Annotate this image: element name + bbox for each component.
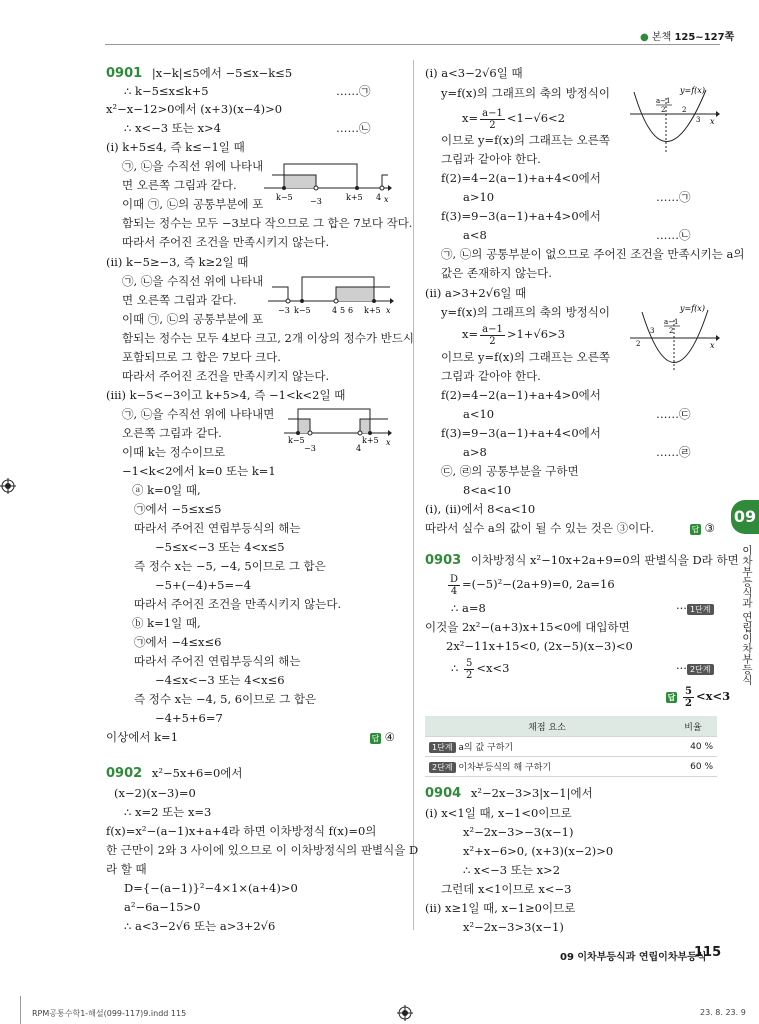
fig-label: k+5	[362, 436, 379, 445]
text-line: 이상에서 k=1	[106, 730, 179, 744]
text-line: ∴ a=8	[451, 601, 486, 615]
text-line: ㉠, ㉡을 수직선 위에 나타내	[122, 159, 264, 173]
svg-text:2: 2	[661, 106, 666, 114]
text-line: 즉 정수 x는 −5, −4, 5이므로 그 합은	[134, 559, 326, 573]
text-line: 라 할 때	[106, 862, 147, 876]
fraction: $\frac{5}{2}$	[465, 657, 473, 681]
text-line: a<10	[463, 407, 495, 421]
text-line: x²−2x−3>3(x−1)	[463, 920, 564, 934]
svg-text:y=f(x): y=f(x)	[680, 86, 705, 95]
table-cell: 60 %	[669, 757, 717, 777]
chapter-tab-title: 이차부등식과 연립이차부등식	[741, 545, 753, 685]
text-line: ∴ x<−3 또는 x>4	[124, 121, 222, 135]
text-line: ㉠에서 −4≤x≤6	[134, 635, 222, 649]
text-line: −5+(−4)+5=−4	[155, 578, 252, 592]
problem-0901-header	[106, 66, 292, 81]
fraction: $\frac{D}{4}$	[450, 573, 459, 597]
text-line: a<8	[463, 228, 487, 242]
svg-text:a−1: a−1	[664, 318, 679, 326]
text-line: 8<a<10	[463, 483, 512, 497]
fig-axis-x: x	[386, 438, 391, 447]
text-line: (x−2)(x−3)=0	[114, 786, 196, 800]
book-label: 본책	[651, 32, 672, 43]
tag: ……㉣	[656, 445, 691, 459]
svg-text:a−1: a−1	[656, 97, 671, 105]
solution-line: ∴ $\frac{5}{2}$ <x<3	[451, 657, 510, 681]
text-line: 한 근만이 2와 3 사이에 있으므로 이 이차방정식의 판별식을 D	[106, 843, 419, 857]
text-line: 면 오른쪽 그림과 같다.	[122, 293, 237, 307]
text-line: 함되는 정수는 모두 −3보다 작으므로 그 합은 7보다 작다.	[122, 216, 413, 230]
text-line: x²+x−6>0, (x+3)(x−2)>0	[463, 844, 614, 858]
answer-0901	[370, 730, 395, 744]
answer-value: <x<3	[695, 689, 731, 703]
text-line: 따라서 주어진 연립부등식의 해는	[134, 521, 301, 535]
header-book-ref	[640, 28, 734, 43]
tag: ……㉠	[656, 190, 691, 204]
answer-value: ④	[384, 730, 395, 744]
table-cell: 40 %	[669, 737, 717, 757]
text-line: 그림과 같아야 한다.	[441, 152, 541, 166]
fig-label: k+5	[364, 306, 381, 315]
fraction: $\frac{5}{2}$	[685, 685, 692, 709]
text-line: 그런데 x<1이므로 x<−3	[441, 882, 572, 896]
step-badge: 2단계	[429, 762, 456, 773]
registration-mark-icon	[397, 1005, 413, 1021]
footer-page-number: 115	[694, 945, 722, 960]
table-cell: 이차부등식의 해 구하기	[458, 763, 552, 773]
fig-label: 4	[356, 444, 362, 453]
text-line: f(x)=x²−(a−1)x+a+4라 하면 이차방정식 f(x)=0의	[106, 824, 377, 838]
text-line: x²−2x−3>−3(x−1)	[463, 825, 574, 839]
fig-label: 4	[376, 193, 382, 202]
text-line: D={−(a−1)}²−4×1×(a+4)>0	[124, 881, 298, 895]
text-line: 즉 정수 x는 −4, 5, 6이므로 그 합은	[134, 692, 317, 706]
table-header: 비율	[669, 716, 717, 737]
text-line: ∴ x=2 또는 x=3	[124, 805, 212, 819]
answer-0902	[690, 521, 715, 535]
number-line-figure-2	[266, 273, 396, 319]
svg-text:x: x	[710, 341, 715, 350]
parabola-graph-2	[628, 302, 720, 374]
text-line: −5≤x<−3 또는 4<x≤5	[155, 540, 285, 554]
table-header: 채점 요소	[425, 716, 669, 737]
text-line: 이때 k는 정수이므로	[122, 445, 226, 459]
text-line: a>10	[463, 190, 495, 204]
header-rule	[105, 44, 720, 45]
chapter-tab: 09	[731, 500, 759, 534]
answer-0903	[666, 684, 730, 709]
text-line: x²−5x+6=0에서	[151, 766, 243, 780]
svg-text:2: 2	[636, 340, 641, 348]
case-heading: (ⅰ) x<1일 때, x−1<0이므로	[425, 806, 572, 820]
text-line: f(2)=4−2(a−1)+a+4>0에서	[441, 388, 601, 402]
subcase-b: ⓑ k=1일 때,	[132, 616, 201, 630]
scoring-table	[425, 716, 717, 777]
problem-number: 0901	[106, 66, 143, 81]
text-line: 포함되므로 그 합은 7보다 크다.	[122, 350, 281, 364]
number-line-figure-3	[282, 405, 394, 453]
step-tag-2: ··· 2단계	[676, 661, 714, 675]
crop-line	[20, 996, 21, 1024]
answer-value: ③	[704, 521, 715, 535]
text-line: −4≤x<−3 또는 4<x≤6	[155, 673, 285, 687]
svg-text:y=f(x): y=f(x)	[680, 304, 705, 313]
problem-number: 0902	[106, 766, 143, 781]
problem-0902-header	[106, 766, 243, 781]
axis-equation-2: x= $\frac{a-1}{2}$ >1+√6>3	[462, 323, 566, 347]
text-line: 이때 ㉠, ㉡의 공통부분에 포	[122, 312, 264, 326]
svg-text:x: x	[710, 117, 715, 126]
text-line: f(3)=9−3(a−1)+a+4<0에서	[441, 426, 601, 440]
case-heading: (ⅰ) k+5≤4, 즉 k≤−1일 때	[106, 140, 245, 154]
text-line: 함되는 정수는 모두 4보다 크고, 2개 이상의 정수가 반드시	[122, 331, 414, 345]
fig-axis-x: x	[384, 195, 389, 204]
text-line: 이므로 y=f(x)의 그래프는 오른쪽	[441, 350, 611, 364]
text-line: 따라서 주어진 조건을 만족시키지 않는다.	[134, 597, 342, 611]
text-line: 이것을 2x²−(a+3)x+15<0에 대입하면	[425, 620, 630, 634]
step-tag-1: ··· 1단계	[676, 601, 714, 615]
text-line: ㉠에서 −5≤x≤5	[134, 502, 222, 516]
text-line: ∴ a<3−2√6 또는 a>3+2√6	[124, 919, 276, 933]
text-line: |x−k|≤5에서 −5≤x−k≤5	[151, 66, 293, 80]
problem-0903-header	[425, 553, 739, 568]
text-line: a²−6a−15>0	[124, 900, 201, 914]
text-line: −4+5+6=7	[155, 711, 223, 725]
fig-label: 5	[340, 306, 346, 315]
text-line: y=f(x)의 그래프의 축의 방정식이	[441, 86, 611, 100]
svg-text:3: 3	[696, 116, 701, 124]
fraction: $\frac{a-1}{2}$	[482, 107, 503, 131]
step-badge: 1단계	[429, 742, 456, 753]
footer-chapter: 09 이차부등식과 연립이차부등식	[560, 952, 707, 963]
svg-text:3: 3	[650, 327, 655, 335]
fig-label: k−5	[276, 193, 293, 202]
fig-label: −3	[310, 197, 322, 206]
tag-1: ……㉠	[336, 84, 371, 98]
discriminant-line: $\frac{D}{4}$ =(−5)²−(2a+9)=0, 2a=16	[450, 573, 615, 597]
table-header-row	[425, 716, 717, 737]
text-line: ㉠, ㉡을 수직선 위에 나타내	[122, 274, 264, 288]
table-row	[425, 737, 717, 757]
fig-label: 4	[332, 306, 338, 315]
subcase-a: ⓐ k=0일 때,	[132, 483, 201, 497]
problem-number: 0904	[425, 786, 462, 801]
text-line: 따라서 실수 a의 값이 될 수 있는 것은 ③이다.	[425, 521, 654, 535]
case-heading: (ⅲ) k−5<−3이고 k+5>4, 즉 −1<k<2일 때	[106, 388, 346, 402]
footer-date: 23. 8. 23. 9	[700, 1008, 746, 1017]
fig-label: −3	[278, 306, 290, 315]
svg-text:2: 2	[669, 327, 674, 335]
answer-icon: 답	[371, 734, 380, 743]
fig-label: k−5	[288, 436, 305, 445]
table-cell: a의 값 구하기	[458, 743, 514, 753]
text-line: y=f(x)의 그래프의 축의 방정식이	[441, 305, 611, 319]
answer-icon: 답	[691, 525, 700, 534]
fig-label: k−5	[294, 306, 311, 315]
text-line: 따라서 주어진 연립부등식의 해는	[134, 654, 301, 668]
bullet-icon: ●	[640, 32, 649, 43]
text-line: ∴ k−5≤x≤k+5	[124, 84, 209, 98]
case-heading: (ⅱ) a>3+2√6일 때	[425, 286, 527, 300]
fig-label: k+5	[346, 193, 363, 202]
text-line: 오른쪽 그림과 같다.	[122, 426, 222, 440]
text-line: 면 오른쪽 그림과 같다.	[122, 178, 237, 192]
text-line: (ⅰ), (ⅱ)에서 8<a<10	[425, 502, 536, 516]
text-line: 값은 존재하지 않는다.	[441, 266, 552, 280]
axis-equation-1: x= $\frac{a-1}{2}$ <1−√6<2	[462, 107, 566, 131]
text-line: ㉠, ㉡을 수직선 위에 나타내면	[122, 407, 275, 421]
tag-2: ……㉡	[336, 121, 371, 135]
case-heading: (ⅱ) k−5≥−3, 즉 k≥2일 때	[106, 255, 249, 269]
text-line: 따라서 주어진 조건을 만족시키지 않는다.	[122, 369, 330, 383]
text-line: a>8	[463, 445, 487, 459]
text-line: 이므로 y=f(x)의 그래프는 오른쪽	[441, 133, 611, 147]
problem-0904-header	[425, 786, 593, 801]
parabola-graph-1	[628, 84, 720, 156]
text-line: ∴ x<−3 또는 x>2	[463, 863, 561, 877]
svg-text:2: 2	[682, 106, 687, 114]
case-heading: (ⅰ) a<3−2√6일 때	[425, 66, 523, 80]
column-divider	[413, 60, 414, 930]
fraction: $\frac{a-1}{2}$	[482, 323, 503, 347]
text-line: 그림과 같아야 한다.	[441, 369, 541, 383]
table-row	[425, 757, 717, 777]
text-line: ㉢, ㉣의 공통부분을 구하면	[441, 464, 579, 478]
registration-mark-icon	[0, 478, 16, 494]
tag: ……㉢	[656, 407, 691, 421]
text-line: ㉠, ㉡의 공통부분이 없으므로 주어진 조건을 만족시키는 a의	[441, 247, 745, 261]
text-line: 2x²−11x+15<0, (2x−5)(x−3)<0	[446, 639, 633, 653]
text-line: f(2)=4−2(a−1)+a+4<0에서	[441, 171, 601, 185]
text-line: 이차방정식 x²−10x+2a+9=0의 판별식을 D라 하면	[470, 553, 739, 567]
text-line: f(3)=9−3(a−1)+a+4>0에서	[441, 209, 601, 223]
text-line: x²−2x−3>3|x−1|에서	[470, 786, 593, 800]
answer-icon: 답	[667, 693, 676, 702]
text-line: 이때 ㉠, ㉡의 공통부분에 포	[122, 197, 264, 211]
fig-axis-x: x	[386, 306, 391, 315]
fig-label: −3	[304, 444, 316, 453]
number-line-figure-1	[262, 158, 392, 206]
text-line: 따라서 주어진 조건을 만족시키지 않는다.	[122, 235, 330, 249]
footer-file-name: RPM공통수학1-해설(099-117)9.indd 115	[32, 1009, 187, 1018]
problem-number: 0903	[425, 553, 462, 568]
fig-label: 6	[348, 306, 354, 315]
tag: ……㉡	[656, 228, 691, 242]
text-line: x²−x−12>0에서 (x+3)(x−4)>0	[106, 102, 283, 116]
text-line: −1<k<2에서 k=0 또는 k=1	[122, 464, 276, 478]
page-range: 125~127쪽	[674, 32, 735, 43]
case-heading: (ⅱ) x≥1일 때, x−1≥0이므로	[425, 901, 576, 915]
